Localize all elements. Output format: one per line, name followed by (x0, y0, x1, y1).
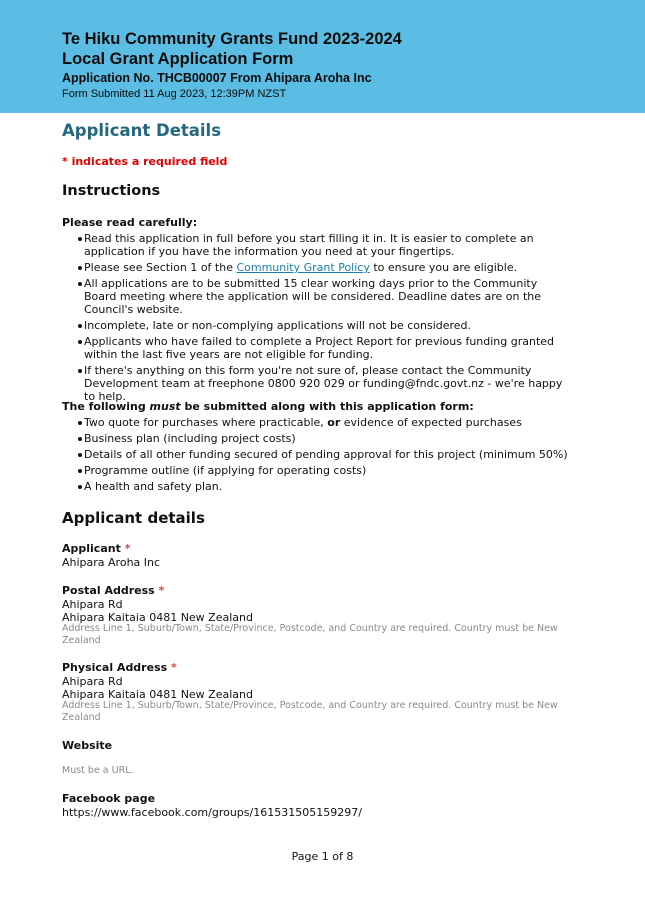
application-number: Application No. THCB00007 From Ahipara Aroha Inc (62, 71, 372, 85)
required-star: * (124, 542, 131, 555)
required-field-note: * indicates a required field (62, 155, 228, 168)
bullet-icon (78, 340, 82, 344)
applicant-label: Applicant * (62, 542, 131, 555)
bullet-icon (78, 266, 82, 270)
community-grant-policy-link[interactable]: Community Grant Policy (236, 261, 370, 274)
list-item: Details of all other funding secured of pending approval for this project (minimum 50%) (62, 448, 572, 461)
facebook-label: Facebook page (62, 792, 156, 805)
required-star: * (171, 661, 177, 674)
physical-address-line2: Ahipara Kaitaia 0481 New Zealand (62, 688, 253, 701)
list-item: Incomplete, late or non-complying applications will not be considered. (62, 319, 572, 332)
bullet-icon (78, 421, 82, 425)
section-title: Applicant Details (62, 121, 222, 140)
bullet-icon (78, 282, 82, 286)
postal-address-line1: Ahipara Rd (62, 598, 123, 611)
physical-address-label: Physical Address * (62, 661, 177, 674)
list-item: A health and safety plan. (62, 480, 572, 493)
bullet-icon (78, 453, 82, 457)
website-label: Website (62, 739, 113, 752)
page-number: Page 1 of 8 (291, 850, 354, 863)
website-hint: Must be a URL. (62, 765, 134, 776)
form-title: Local Grant Application Form (62, 50, 294, 68)
physical-address-line1: Ahipara Rd (62, 675, 123, 688)
required-documents-list (62, 416, 572, 496)
list-item: Programme outline (if applying for operating costs) (62, 464, 572, 477)
list-item: Applicants who have failed to complete a Project Report for previous funding granted within the last five years are not eligible for funding. (62, 335, 572, 361)
bullet-icon (78, 324, 82, 328)
instructions-list (62, 232, 572, 406)
list-item: All applications are to be submitted 15 clear working days prior to the Community Board meeting where the application will be considered. Deadline dates are on the Council's website. (62, 277, 572, 316)
physical-address-hint: Address Line 1, Suburb/Town, State/Province, Postcode, and Country are required. Country must be New Zealand (62, 700, 558, 723)
must-submit-label: The following must be submitted along with this application form: (62, 400, 474, 413)
postal-address-label: Postal Address * (62, 584, 165, 597)
applicant-details-heading: Applicant details (62, 509, 205, 527)
list-item: Two quote for purchases where practicable, or evidence of expected purchases (62, 416, 572, 429)
instructions-heading: Instructions (62, 183, 161, 199)
list-item: If there's anything on this form you're not sure of, please contact the Community Development team at freephone 0800 920 029 or funding@fndc.govt.nz - we're happy to help. (62, 364, 572, 403)
applicant-value: Ahipara Aroha Inc (62, 556, 161, 569)
document-header (0, 0, 645, 113)
submitted-date: Form Submitted 11 Aug 2023, 12:39PM NZST (62, 88, 287, 100)
bullet-icon (78, 237, 82, 241)
facebook-value: https://www.facebook.com/groups/161531505159297/ (62, 806, 362, 819)
list-item: Please see Section 1 of the Community Grant Policy to ensure you are eligible. (62, 261, 572, 274)
bullet-icon (78, 369, 82, 373)
bullet-icon (78, 485, 82, 489)
read-carefully-label: Please read carefully: (62, 216, 198, 229)
bullet-icon (78, 469, 82, 473)
postal-address-hint: Address Line 1, Suburb/Town, State/Province, Postcode, and Country are required. Country must be New Zealand (62, 623, 558, 646)
list-item: Read this application in full before you start filling it in. It is easier to complete an application if you have the information you need at your fingertips. (62, 232, 572, 258)
bullet-icon (78, 437, 82, 441)
list-item: Business plan (including project costs) (62, 432, 572, 445)
required-star: * (158, 584, 165, 597)
postal-address-line2: Ahipara Kaitaia 0481 New Zealand (62, 611, 253, 624)
fund-title: Te Hiku Community Grants Fund 2023-2024 (62, 30, 402, 48)
